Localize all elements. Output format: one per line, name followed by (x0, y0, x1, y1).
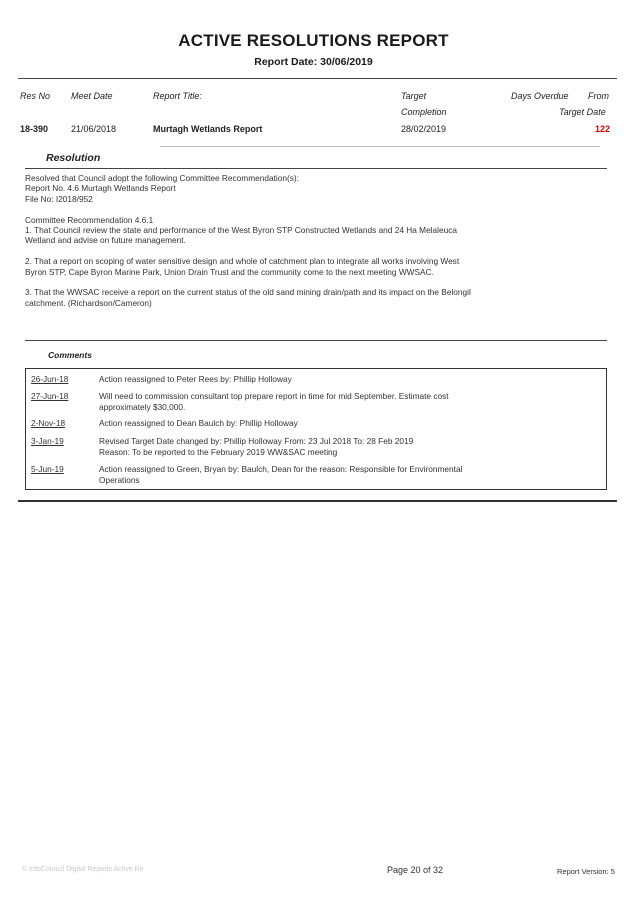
comment-text (99, 391, 539, 412)
comment-text: Action reassigned to Peter Rees by: Phillip Holloway (99, 374, 292, 384)
resolution-body (25, 173, 585, 308)
col-target: Target (401, 91, 427, 101)
col-report-title: Report Title: (153, 91, 202, 101)
top-divider (18, 78, 617, 79)
resolution-line: 3. That the WWSAC receive a report on the current status of the old sand mining drain/path and its impact on the Belongil (25, 287, 471, 298)
col-meet-date: Meet Date (71, 91, 113, 101)
comment-line: Revised Target Date changed by: Phillip Holloway From: 23 Jul 2018 To: 28 Feb 2019 (99, 436, 414, 446)
resolution-bottom-divider (25, 340, 607, 341)
resolution-line: Wetland and advise on future management. (25, 235, 186, 246)
comment-line: Operations (99, 474, 140, 485)
comment-date-link[interactable]: 3-Jan-19 (31, 436, 64, 446)
footer-copyright: © InfoCouncil Digital Reports Active Re (22, 866, 144, 873)
resolution-line: Report No. 4.6 Murtagh Wetlands Report (25, 183, 176, 194)
comments-heading: Comments (48, 350, 92, 360)
resolution-line (25, 277, 585, 287)
resolution-line: Resolved that Council adopt the following Committee Recommendation(s): (25, 173, 299, 183)
col-from: From (588, 91, 609, 101)
end-divider (18, 500, 617, 502)
record-res-no: 18-390 (20, 124, 49, 134)
comment-date-link[interactable]: 5-Jun-19 (31, 464, 64, 474)
comment-line: Will need to commission consultant top prepare report in time for mid September. Estimate cost (99, 391, 449, 401)
record-target-completion: 28/02/2019 (401, 124, 447, 134)
resolution-line: File No: I2018/952 (25, 193, 93, 204)
col-days-overdue: Days Overdue (511, 91, 569, 101)
record-days-overdue: 122 (595, 124, 611, 134)
col-completion: Completion (401, 107, 447, 117)
record-report-title: Murtagh Wetlands Report (153, 124, 263, 134)
record-meet-date: 21/06/2018 (71, 124, 117, 134)
resolution-line (25, 204, 585, 214)
comment-date-link[interactable]: 27-Jun-18 (31, 391, 69, 401)
resolution-line: 2. That a report on scoping of water sensitive design and whole of catchment plan to integrate all works involving West (25, 256, 460, 267)
comment-text: Action reassigned to Dean Baulch by: Phillip Holloway (99, 418, 298, 428)
resolution-line: catchment. (Richardson/Cameron) (25, 297, 152, 308)
resolution-line: 1. That Council review the state and performance of the West Byron STP Constructed Wetlands and 24 Ha Melaleuca (25, 225, 457, 236)
footer-report-version: Report Version: 5 (557, 867, 615, 876)
resolution-line: Committee Recommendation 4.6.1 (25, 214, 154, 225)
record-divider (160, 146, 600, 147)
comment-line: Reason: To be reported to the February 2019 WW&SAC meeting (99, 446, 338, 457)
footer-page-number: Page 20 of 32 (387, 865, 444, 875)
col-res-no: Res No (20, 91, 51, 101)
comment-date-link[interactable]: 2-Nov-18 (31, 418, 66, 428)
col-target-date: Target Date (559, 107, 606, 117)
report-date: Report Date: 30/06/2019 (254, 56, 373, 68)
comment-line: approximately $30,000. (99, 401, 186, 412)
resolution-heading: Resolution (46, 152, 101, 164)
resolution-divider (25, 168, 607, 169)
comment-date-link[interactable]: 26-Jun-18 (31, 374, 69, 384)
resolution-line (25, 246, 585, 256)
comment-text (99, 436, 539, 457)
comments-box (25, 368, 607, 490)
comment-text (99, 464, 539, 485)
report-title: ACTIVE RESOLUTIONS REPORT (178, 31, 449, 50)
comment-line: Action reassigned to Green, Bryan by: Baulch, Dean for the reason: Responsible for Environmental (99, 464, 463, 474)
resolution-line: Byron STP, Cape Byron Marine Park, Union Drain Trust and the community come to the next meeting WWSAC. (25, 266, 434, 277)
